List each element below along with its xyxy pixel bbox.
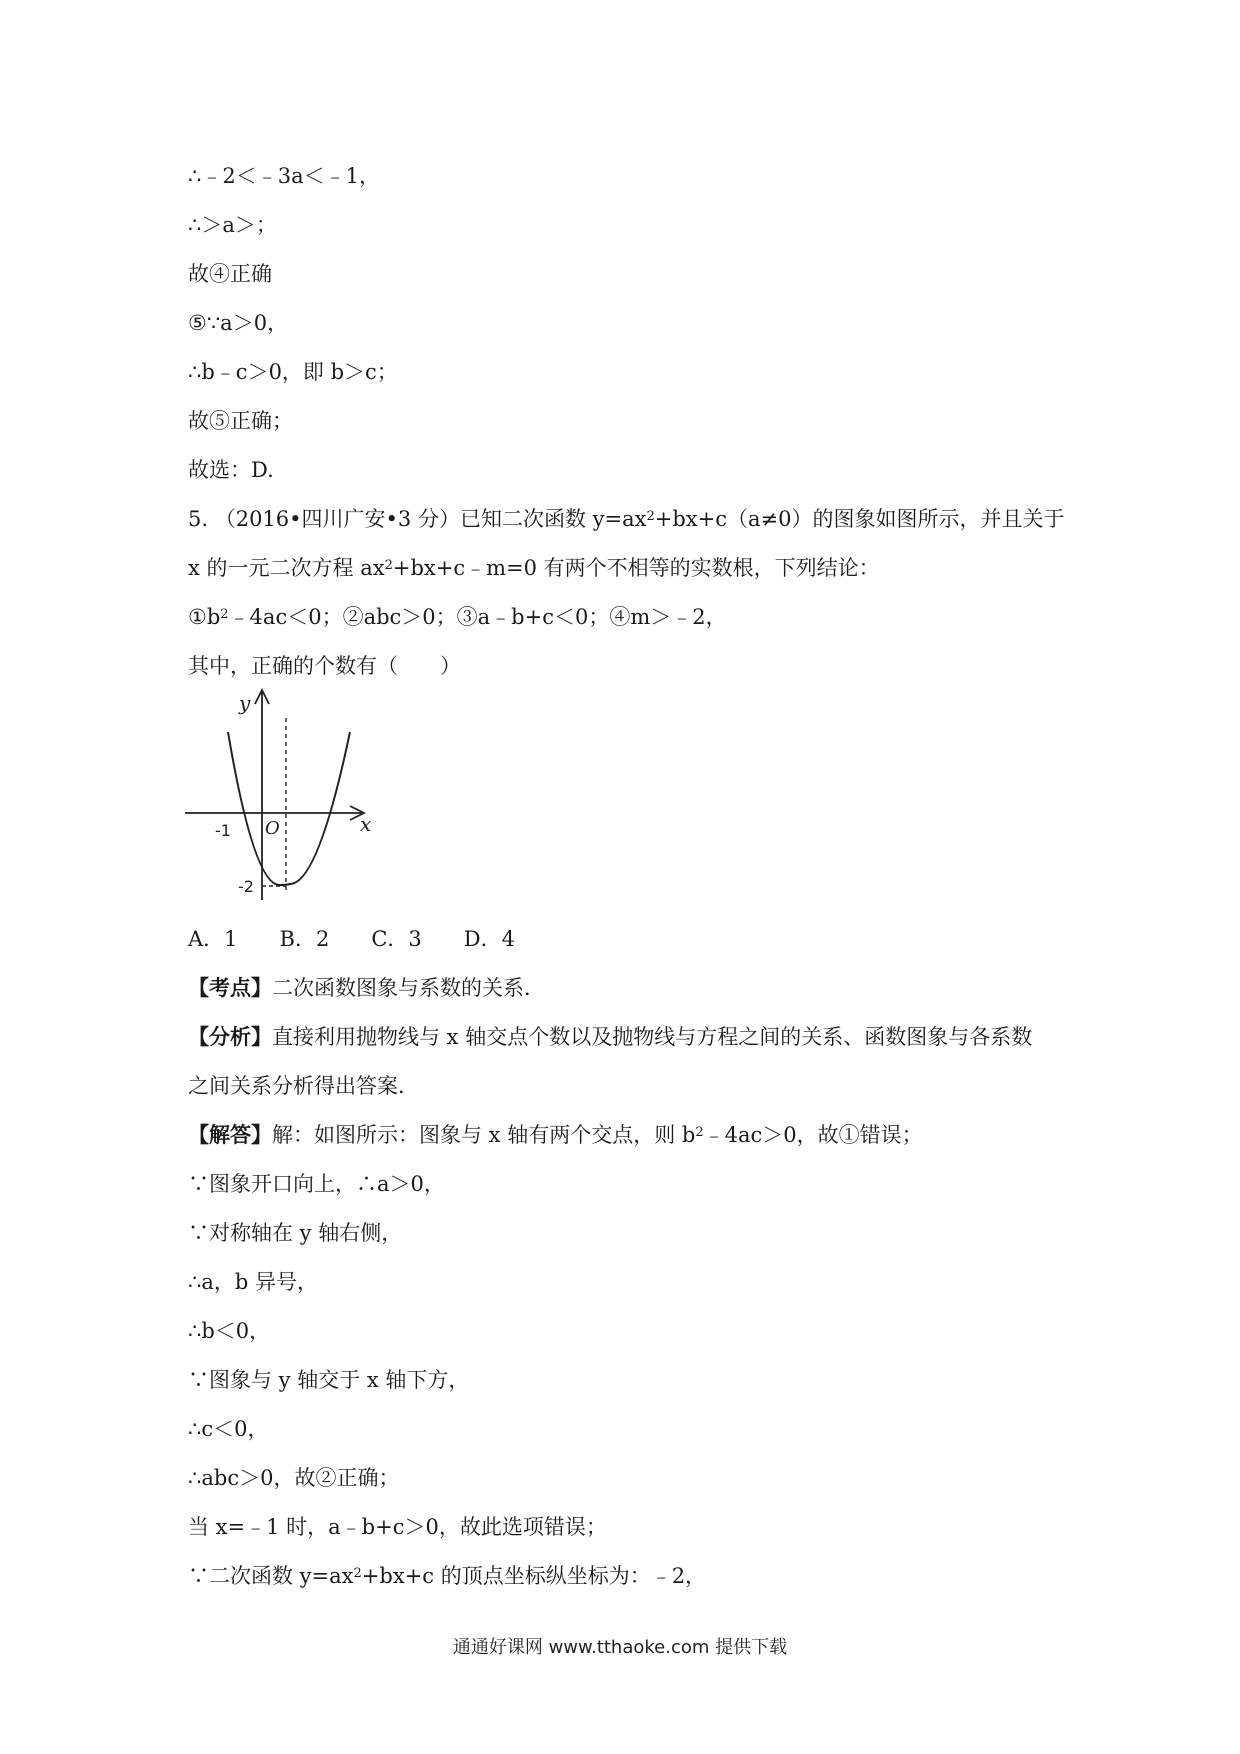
q5-intro-a: 5. （2016•四川广安•3 分）已知二次函数 y=ax	[188, 507, 647, 531]
parabola-graph	[182, 688, 382, 908]
solution-step-1: ∵图象开口向上，∴a＞0，	[188, 1172, 445, 1196]
jieda-tag: 【解答】	[188, 1122, 272, 1147]
line-3: 故④正确	[188, 262, 272, 286]
q5-line3-b: ﹣4ac＜0；②abc＞0；③a﹣b+c＜0；④m＞﹣2，	[228, 605, 727, 629]
solution-step-7: ∴abc＞0，故②正确；	[188, 1466, 400, 1490]
origin-label: O	[265, 818, 280, 839]
fenxi-text-1: 直接利用抛物线与 x 轴交点个数以及抛物线与方程之间的关系、函数图象与各系数	[272, 1025, 1033, 1049]
line-1: ∴﹣2＜﹣3a＜﹣1，	[188, 164, 380, 188]
q5-intro-b: +bx+c（a≠0）的图象如图所示，并且关于	[654, 507, 1065, 531]
line-4: ⑤∵a＞0，	[188, 311, 289, 335]
page-footer: 通通好课网 www.tthaoke.com 提供下载	[452, 1637, 788, 1658]
solution-step-8: 当 x=﹣1 时，a﹣b+c＞0，故此选项错误；	[188, 1515, 607, 1539]
neg2-label: -2	[238, 877, 254, 896]
solution-step-4: ∴b＜0，	[188, 1319, 271, 1343]
q5-line3-a: ①b	[188, 605, 221, 629]
line-2: ∴＞a＞；	[188, 213, 277, 237]
s9-text-b: +bx+c 的顶点坐标纵坐标为：﹣2，	[361, 1564, 707, 1588]
jieda-text-b: ﹣4ac＞0，故①错误；	[703, 1123, 923, 1147]
q5-sup-3: 2	[220, 607, 229, 622]
solution-step-6: ∴c＜0，	[188, 1417, 269, 1441]
q5-line2-a: x 的一元二次方程 ax	[188, 556, 385, 580]
neg1-label: -1	[215, 821, 231, 840]
question-5-prompt: 其中，正确的个数有（ ）	[188, 654, 461, 678]
jieda-text-a: 解：如图所示：图象与 x 轴有两个交点，则 b	[272, 1123, 696, 1147]
parabola-curve	[228, 732, 350, 885]
solution-step-3: ∴a，b 异号，	[188, 1270, 318, 1294]
answer-options: A．1 B．2 C．3 D．4	[188, 927, 515, 951]
line-6: 故⑤正确；	[188, 409, 293, 433]
jieda-sup: 2	[695, 1125, 704, 1140]
kaodian-tag: 【考点】	[188, 975, 272, 1000]
kaodian-text: 二次函数图象与系数的关系．	[272, 976, 545, 1000]
kaodian-line	[188, 974, 545, 1002]
line-5: ∴b﹣c＞0，即 b＞c；	[188, 360, 398, 384]
line-7: 故选：D.	[188, 458, 274, 482]
fenxi-line-2: 之间关系分析得出答案．	[188, 1074, 419, 1098]
q5-line2-b: +bx+c﹣m=0 有两个不相等的实数根，下列结论：	[392, 556, 880, 580]
fenxi-tag: 【分析】	[188, 1024, 272, 1049]
question-5-intro	[188, 505, 1064, 533]
q5-sup-1: 2	[646, 509, 655, 524]
x-axis-label: x	[360, 812, 372, 836]
solution-step-5: ∵图象与 y 轴交于 x 轴下方，	[188, 1368, 470, 1392]
question-5-line-2	[188, 554, 880, 582]
fenxi-line-1	[188, 1023, 1032, 1051]
s9-sup: 2	[353, 1566, 362, 1581]
q5-sup-2: 2	[384, 558, 393, 573]
jieda-line	[188, 1121, 923, 1149]
s9-text-a: ∵二次函数 y=ax	[188, 1564, 354, 1588]
solution-step-2: ∵对称轴在 y 轴右侧，	[188, 1221, 403, 1245]
solution-step-9	[188, 1562, 706, 1590]
parabola-svg	[182, 688, 382, 908]
y-axis-label: y	[239, 691, 251, 715]
question-5-statements	[188, 603, 727, 631]
